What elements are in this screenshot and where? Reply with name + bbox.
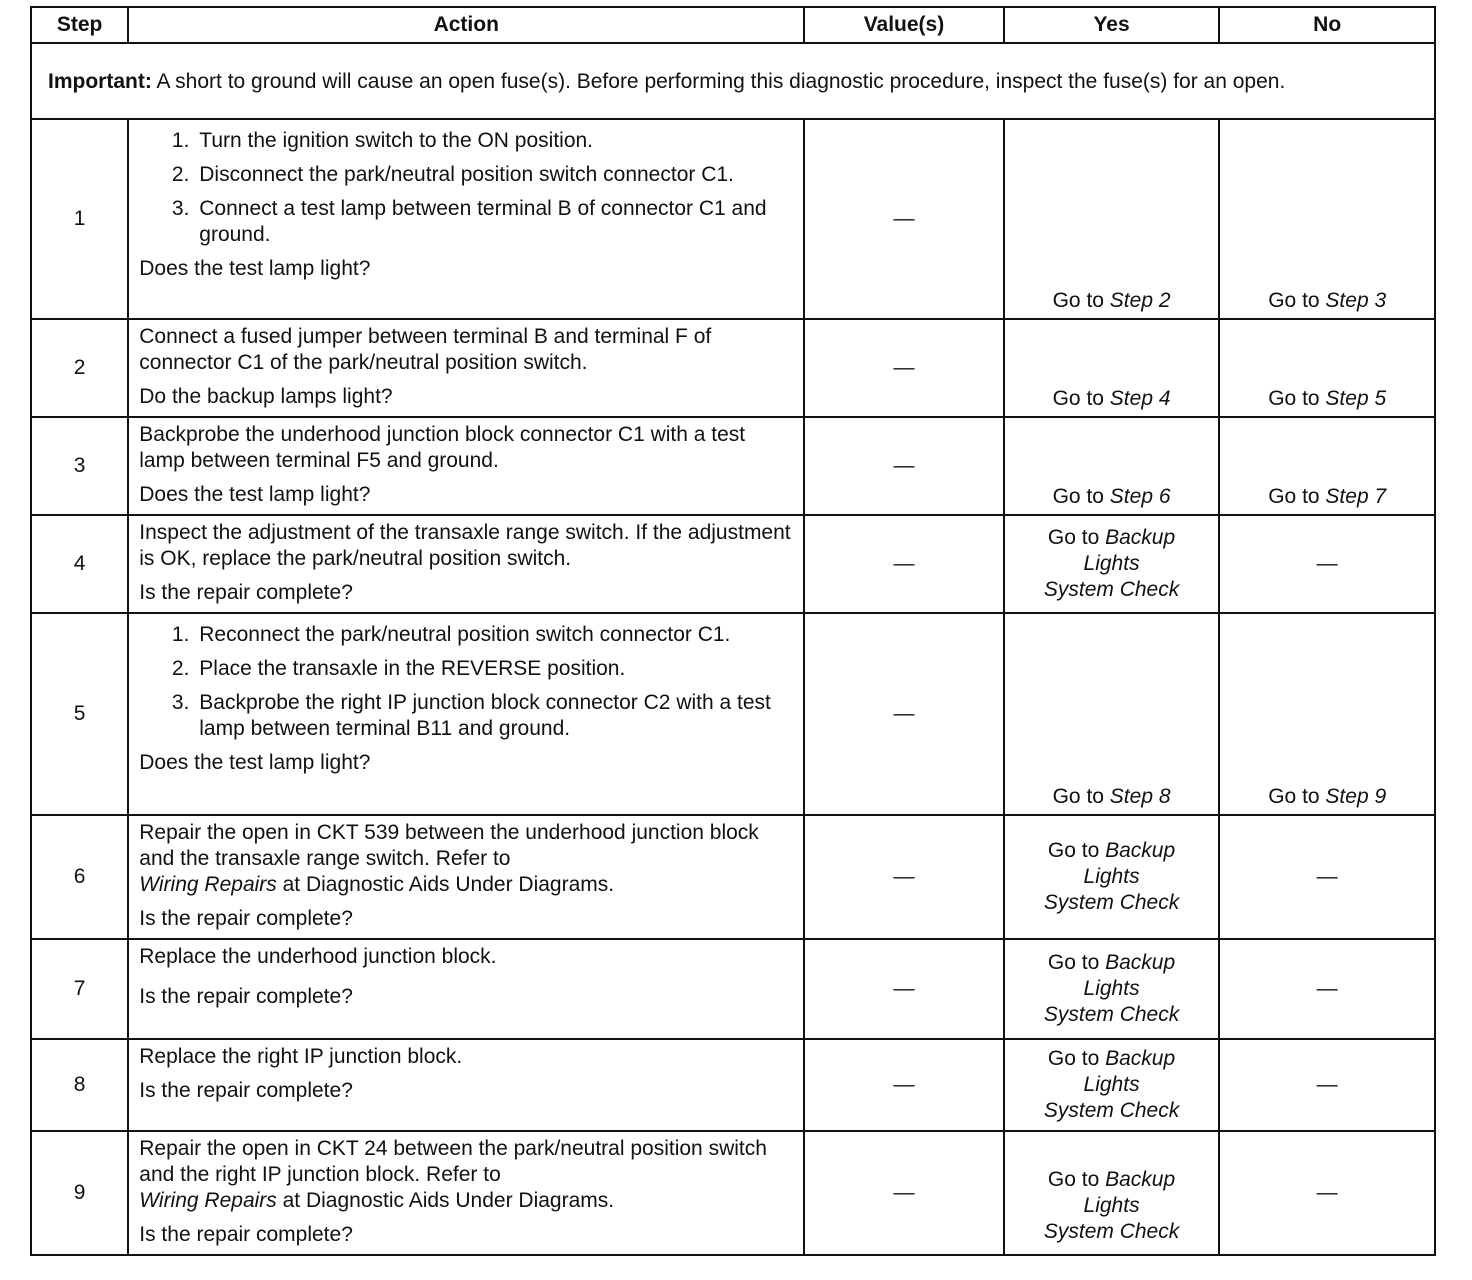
backup-ref-c: System Check [1043,578,1180,601]
goto-text: Go to [1052,387,1110,410]
yes-step-ref: Step 8 [1109,785,1171,808]
no-dash: — [1316,1181,1338,1204]
no-step-ref: Step 5 [1325,387,1387,410]
no-dash: — [1316,977,1338,1000]
action-cell [128,119,804,319]
yes-step-ref: Step 2 [1109,289,1171,312]
goto-text: Go to [1052,289,1110,312]
action-item: 2. Place the transaxle in the REVERSE position. [195,656,793,682]
value-dash: — [893,454,915,477]
action-cell [128,613,804,815]
no-cell [1219,939,1435,1039]
no-cell [1219,1039,1435,1131]
no-cell [1219,815,1435,939]
header-yes: Yes [1004,7,1220,43]
important-text: A short to ground will cause an open fuse(s). Before performing this diagnostic procedure, inspect the fuse(s) for an open. [151,70,1286,93]
value-dash: — [893,977,915,1000]
no-cell [1219,1131,1435,1255]
value-cell [804,815,1004,939]
value-cell [804,1039,1004,1131]
important-label: Important: [48,70,152,93]
wiring-repairs-ref: Wiring Repairs [139,873,277,896]
no-dash: — [1316,1073,1338,1096]
action-cell [128,1039,804,1131]
backup-ref-b: Lights [1083,865,1140,888]
action-text-tail: at Diagnostic Aids Under Diagrams. [276,873,615,896]
header-values: Value(s) [804,7,1004,43]
no-cell [1219,613,1435,815]
backup-ref-c: System Check [1043,1003,1180,1026]
action-question: Does the test lamp light? [139,483,371,506]
value-cell [804,319,1004,417]
backup-ref-b: Lights [1083,552,1140,575]
yes-step-ref: Step 4 [1109,387,1171,410]
action-question: Is the repair complete? [139,1223,353,1246]
yes-cell [1004,119,1220,319]
backup-ref-a: Backup [1105,839,1176,862]
action-text [139,1136,793,1214]
value-cell [804,1131,1004,1255]
value-dash: — [893,356,915,379]
action-cell [128,515,804,613]
backup-ref-b: Lights [1083,1194,1140,1217]
action-text [139,820,793,898]
action-cell [128,939,804,1039]
backup-ref-a: Backup [1105,1047,1176,1070]
table-row [31,815,1435,939]
step-number: 1 [31,119,128,319]
no-step-ref: Step 7 [1325,485,1387,508]
action-item: 1. Turn the ignition switch to the ON position. [195,128,793,154]
yes-cell [1004,515,1220,613]
yes-cell [1004,417,1220,515]
value-cell [804,417,1004,515]
goto-text: Go to [1052,485,1110,508]
value-dash: — [893,1073,915,1096]
goto-text: Go to [1047,1047,1106,1070]
no-step-ref: Step 3 [1325,289,1387,312]
no-dash: — [1316,865,1338,888]
backup-ref-a: Backup [1105,1168,1176,1191]
goto-text: Go to [1047,839,1106,862]
action-question: Is the repair complete? [139,581,353,604]
yes-cell [1004,319,1220,417]
goto-text: Go to [1052,785,1110,808]
important-row [31,43,1435,119]
value-cell [804,119,1004,319]
goto-text: Go to [1268,785,1326,808]
action-question: Does the test lamp light? [139,257,371,280]
step-number: 2 [31,319,128,417]
yes-cell [1004,613,1220,815]
action-question: Is the repair complete? [139,1079,353,1102]
step-number: 9 [31,1131,128,1255]
no-step-ref: Step 9 [1325,785,1387,808]
action-list [139,128,793,248]
action-text-main: Repair the open in CKT 24 between the park/neutral position switch and the right IP junction block. Refer to [139,1137,767,1186]
action-text: Backprobe the underhood junction block connector C1 with a test lamp between terminal F5 and ground. [139,423,746,472]
no-dash: — [1316,552,1338,575]
step-number: 4 [31,515,128,613]
goto-text: Go to [1047,526,1106,549]
yes-cell [1004,1131,1220,1255]
value-dash: — [893,702,915,725]
backup-ref-c: System Check [1043,1099,1180,1122]
no-cell [1219,417,1435,515]
diagnostic-table [30,6,1436,1256]
value-cell [804,515,1004,613]
step-number: 7 [31,939,128,1039]
action-cell [128,1131,804,1255]
table-row [31,417,1435,515]
header-action: Action [128,7,804,43]
header-no: No [1219,7,1435,43]
action-question: Is the repair complete? [139,985,353,1008]
step-number: 3 [31,417,128,515]
table-row [31,613,1435,815]
table-row [31,939,1435,1039]
value-cell [804,613,1004,815]
action-item: 3. Backprobe the right IP junction block connector C2 with a test lamp between terminal B11 and ground. [195,690,793,742]
no-cell [1219,119,1435,319]
table-row [31,319,1435,417]
action-item: 1. Reconnect the park/neutral position switch connector C1. [195,622,793,648]
goto-text: Go to [1268,485,1326,508]
goto-text: Go to [1268,289,1326,312]
backup-ref-a: Backup [1105,526,1176,549]
no-cell [1219,319,1435,417]
action-cell [128,319,804,417]
header-row [31,7,1435,43]
backup-ref-c: System Check [1043,891,1180,914]
action-question: Is the repair complete? [139,907,353,930]
backup-ref-a: Backup [1105,951,1176,974]
action-text: Inspect the adjustment of the transaxle range switch. If the adjustment is OK, replace the park/neutral position switch. [139,521,791,570]
backup-ref-c: System Check [1043,1220,1180,1243]
action-text-main: Repair the open in CKT 539 between the underhood junction block and the transaxle range switch. Refer to [139,821,759,870]
important-note [31,43,1435,119]
backup-ref-b: Lights [1083,977,1140,1000]
table-row [31,1131,1435,1255]
step-number: 8 [31,1039,128,1131]
action-text: Connect a fused jumper between terminal B and terminal F of connector C1 of the park/neutral position switch. [139,325,712,374]
action-text: Replace the right IP junction block. [139,1045,463,1068]
table-row [31,119,1435,319]
value-dash: — [893,552,915,575]
goto-text: Go to [1047,1168,1106,1191]
goto-text: Go to [1047,951,1106,974]
yes-step-ref: Step 6 [1109,485,1171,508]
goto-text: Go to [1268,387,1326,410]
value-dash: — [893,1181,915,1204]
step-number: 5 [31,613,128,815]
no-cell [1219,515,1435,613]
value-cell [804,939,1004,1039]
table-row [31,515,1435,613]
action-cell [128,815,804,939]
action-question: Do the backup lamps light? [139,385,393,408]
step-number: 6 [31,815,128,939]
yes-cell [1004,939,1220,1039]
action-question: Does the test lamp light? [139,751,371,774]
table-row [31,1039,1435,1131]
backup-ref-b: Lights [1083,1073,1140,1096]
action-text: Replace the underhood junction block. [139,945,497,968]
action-list [139,622,793,742]
value-dash: — [893,865,915,888]
action-text-tail: at Diagnostic Aids Under Diagrams. [276,1189,615,1212]
yes-cell [1004,1039,1220,1131]
action-cell [128,417,804,515]
action-item: 3. Connect a test lamp between terminal B of connector C1 and ground. [195,196,793,248]
header-step: Step [31,7,128,43]
value-dash: — [893,207,915,230]
wiring-repairs-ref: Wiring Repairs [139,1189,277,1212]
yes-cell [1004,815,1220,939]
action-item: 2. Disconnect the park/neutral position switch connector C1. [195,162,793,188]
